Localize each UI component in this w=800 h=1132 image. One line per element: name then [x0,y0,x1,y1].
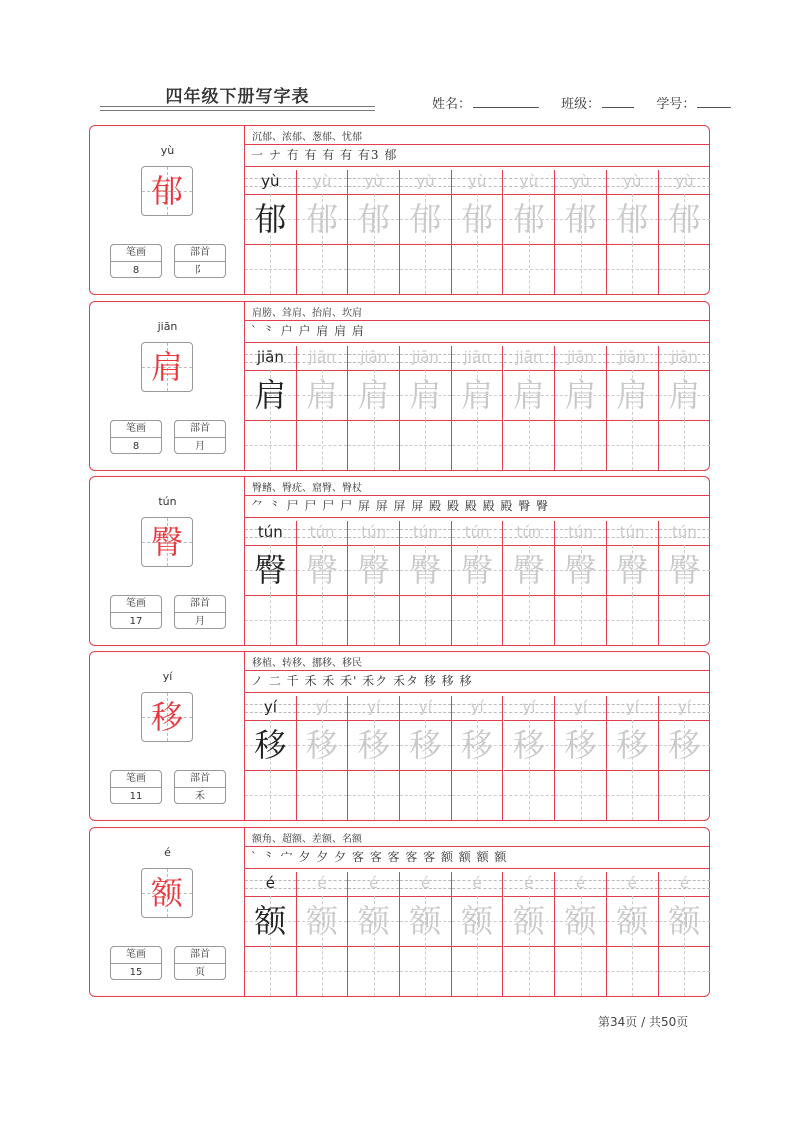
stroke-count-box [110,770,162,804]
pinyin-trace: tún [619,523,645,541]
pinyin-trace: yí [522,698,536,716]
example-words: 沉郁、浓郁、葱郁、忧郁 [252,132,362,143]
practice-cell[interactable] [607,170,659,294]
pinyin-trace: tún [361,523,387,541]
pinyin-trace: tún [412,523,438,541]
character-large: 移 [150,698,183,736]
character-large: 肩 [150,348,183,386]
practice-grid [245,521,709,645]
stroke-count-value: 8 [132,265,140,276]
character-trace: 臀 [564,551,597,589]
pinyin-trace: é [472,874,482,892]
stroke-count-label: 笔画 [111,771,161,788]
practice-cell[interactable] [400,346,452,470]
example-words: 肩膀、耸肩、抬肩、坎肩 [252,308,362,319]
pinyin-trace: é [317,874,327,892]
stroke-count-label: 笔画 [111,947,161,964]
character-trace: 肩 [306,376,339,414]
pinyin-trace: tún [516,523,542,541]
character-trace: 额 [461,902,494,940]
practice-cell[interactable] [452,696,504,820]
character-trace: 额 [512,902,545,940]
practice-panel [245,652,709,820]
character-card [89,301,710,471]
practice-cell[interactable] [555,872,607,996]
pinyin-trace: yù [467,172,487,190]
pinyin-example: jiān [256,348,284,366]
pinyin-trace: yù [312,172,332,190]
pinyin-trace: jiān [308,348,336,366]
practice-cell[interactable] [245,521,297,645]
character-trace: 臀 [409,551,442,589]
character-trace: 郁 [512,200,545,238]
practice-cell[interactable] [297,872,349,996]
character-box [141,342,193,392]
character-trace: 臀 [357,551,390,589]
character-trace: 郁 [357,200,390,238]
character-trace: 肩 [357,376,390,414]
page-title: 四年级下册写字表 [165,87,310,107]
character-large: 郁 [150,172,183,210]
character-pinyin: jiān [157,320,178,333]
character-trace: 额 [357,902,390,940]
pinyin-trace: é [524,874,534,892]
radical-box [174,595,226,629]
character-trace: 臀 [306,551,339,589]
practice-cell[interactable] [297,696,349,820]
practice-cell[interactable] [555,346,607,470]
character-trace: 郁 [409,200,442,238]
practice-cell[interactable] [400,872,452,996]
practice-cell[interactable] [400,521,452,645]
practice-cell[interactable] [555,521,607,645]
page-number: 第34页 / 共50页 [598,1015,689,1029]
practice-cell[interactable] [659,696,711,820]
radical-box [174,770,226,804]
practice-cell[interactable] [348,696,400,820]
practice-cell[interactable] [245,170,297,294]
pinyin-example: tún [257,523,283,541]
character-box [141,692,193,742]
practice-cell[interactable] [348,346,400,470]
character-card [89,827,710,997]
practice-cell[interactable] [348,170,400,294]
practice-cell[interactable] [607,696,659,820]
pinyin-trace: yù [571,172,590,190]
pinyin-trace: jiān [567,348,595,366]
stroke-count-label: 笔画 [111,245,161,262]
character-box [141,166,193,216]
stroke-order: ⺈ ⺀ 尸 尸 尸 尸 屏 屏 屏 屏 殿 殿 殿 殿 殿 臀 臀 [251,499,550,513]
practice-cell[interactable] [348,872,400,996]
practice-cell[interactable] [297,521,349,645]
radical-box [174,244,226,278]
pinyin-trace: yí [367,698,381,716]
radical-value: 月 [195,441,205,452]
character-trace: 肩 [409,376,442,414]
class-label: 班级： [561,97,601,112]
pinyin-trace: jiān [463,348,491,366]
pinyin-trace: jiān [411,348,439,366]
pinyin-example: yù [261,172,280,190]
practice-cell[interactable] [504,170,556,294]
practice-cell[interactable] [452,521,504,645]
character-trace: 移 [512,726,545,764]
character-large: 臀 [150,523,183,561]
stroke-order: ノ 二 千 禾 禾 禾' 禾ク 禾タ 移 移 移 [251,674,473,688]
practice-cell[interactable] [504,696,556,820]
character-trace: 额 [616,902,649,940]
practice-panel [245,828,709,996]
practice-cell[interactable] [504,872,556,996]
pinyin-trace: yí [418,698,432,716]
radical-label: 部首 [175,245,225,262]
character-trace: 移 [409,726,442,764]
stroke-count-value: 17 [129,616,143,627]
radical-label: 部首 [175,947,225,964]
practice-cell[interactable] [297,346,349,470]
stroke-count-box [110,946,162,980]
practice-cell[interactable] [245,346,297,470]
stroke-order: ` ⺀ 户 户 肩 肩 肩 [251,324,365,338]
pinyin-trace: yí [677,698,691,716]
character-pinyin: tún [158,495,177,508]
pinyin-trace: jiān [360,348,388,366]
character-trace: 额 [409,902,442,940]
practice-cell[interactable] [348,521,400,645]
character-example: 额 [254,902,287,940]
character-trace: 臀 [512,551,545,589]
practice-grid [245,872,709,996]
title-underline-1 [100,106,375,107]
character-example: 郁 [254,200,287,238]
pinyin-trace: jiān [618,348,646,366]
practice-cell[interactable] [555,170,607,294]
character-pinyin: yù [160,144,175,157]
practice-cell[interactable] [659,346,711,470]
stroke-count-box [110,420,162,454]
character-trace: 肩 [512,376,545,414]
character-info-panel [90,828,245,996]
practice-cell[interactable] [400,696,452,820]
practice-grid [245,696,709,820]
pinyin-trace: é [627,874,637,892]
practice-cell[interactable] [659,521,711,645]
radical-value: 月 [195,616,205,627]
practice-cell[interactable] [245,696,297,820]
radical-label: 部首 [175,421,225,438]
character-trace: 肩 [564,376,597,414]
practice-panel [245,477,709,645]
pinyin-trace: yí [574,698,588,716]
example-words: 臀鳍、臀疣、窟臀、臀杖 [252,483,362,494]
pinyin-trace: yí [315,698,329,716]
character-trace: 郁 [668,200,701,238]
practice-cell[interactable] [555,696,607,820]
character-info-panel [90,126,245,294]
character-trace: 郁 [564,200,597,238]
character-trace: 臀 [668,551,701,589]
character-trace: 移 [668,726,701,764]
stroke-count-label: 笔画 [111,596,161,613]
pinyin-trace: yí [470,698,484,716]
practice-cell[interactable] [504,521,556,645]
character-trace: 移 [616,726,649,764]
character-trace: 郁 [616,200,649,238]
pinyin-trace: yí [625,698,639,716]
stroke-count-box [110,595,162,629]
character-box [141,517,193,567]
radical-label: 部首 [175,596,225,613]
practice-grid [245,346,709,470]
practice-cell[interactable] [659,170,711,294]
pinyin-trace: yù [675,172,694,190]
pinyin-trace: yù [623,172,642,190]
pinyin-trace: tún [568,523,593,541]
character-example: 移 [254,726,287,764]
character-pinyin: é [164,846,171,859]
stroke-count-value: 15 [129,967,143,978]
character-example: 肩 [254,376,287,414]
pinyin-trace: tún [671,523,697,541]
character-card [89,476,710,646]
character-trace: 郁 [461,200,494,238]
practice-panel [245,302,709,470]
practice-cell[interactable] [452,346,504,470]
radical-value: 禾 [195,791,205,802]
practice-panel [245,126,709,294]
example-words: 额角、超额、差额、名额 [252,834,362,845]
practice-cell[interactable] [452,872,504,996]
pinyin-trace: jiān [670,348,698,366]
character-trace: 额 [668,902,701,940]
character-example: 臀 [254,551,287,589]
stroke-count-value: 8 [132,441,140,452]
character-info-panel [90,477,245,645]
pinyin-trace: tún [309,523,335,541]
pinyin-trace: é [679,874,690,892]
class-field[interactable] [602,95,634,108]
pinyin-trace: yù [416,172,435,190]
stroke-count-value: 11 [129,791,143,802]
character-trace: 肩 [461,376,494,414]
stroke-order: ` ⺀ 宀 夕 夕 夕 客 客 客 客 客 额 额 额 额 [251,850,508,864]
practice-cell[interactable] [607,346,659,470]
practice-cell[interactable] [297,170,349,294]
radical-box [174,946,226,980]
radical-value: 页 [195,967,205,978]
practice-cell[interactable] [452,170,504,294]
character-trace: 臀 [461,551,494,589]
character-trace: 移 [357,726,390,764]
pinyin-example: yí [263,698,277,716]
pinyin-trace: é [369,874,379,892]
character-card [89,651,710,821]
pinyin-trace: jiān [515,348,543,366]
character-trace: 移 [564,726,597,764]
character-trace: 臀 [616,551,649,589]
character-trace: 肩 [616,376,649,414]
character-large: 额 [150,874,183,912]
practice-cell[interactable] [400,170,452,294]
radical-box [174,420,226,454]
character-info-panel [90,652,245,820]
title-underline-2 [100,110,375,111]
character-trace: 移 [306,726,339,764]
pinyin-trace: tún [464,523,490,541]
practice-cell[interactable] [504,346,556,470]
stroke-count-label: 笔画 [111,421,161,438]
character-pinyin: yí [162,670,173,683]
stroke-order: 一 ナ 冇 有 有 有 有3 郁 [251,148,398,162]
number-label: 学号： [656,97,696,112]
character-trace: 额 [306,902,339,940]
pinyin-trace: é [420,874,431,892]
character-trace: 郁 [306,200,339,238]
name-label: 姓名： [432,97,472,112]
pinyin-trace: é [575,874,586,892]
name-field[interactable] [473,95,539,108]
practice-grid [245,170,709,294]
stroke-count-box [110,244,162,278]
character-trace: 移 [461,726,494,764]
radical-label: 部首 [175,771,225,788]
character-trace: 额 [564,902,597,940]
character-info-panel [90,302,245,470]
student-fields [432,93,731,112]
character-trace: 肩 [668,376,701,414]
practice-cell[interactable] [607,521,659,645]
character-card [89,125,710,295]
example-words: 移植、转移、挪移、移民 [252,658,362,669]
practice-cell[interactable] [607,872,659,996]
number-field[interactable] [697,95,731,108]
pinyin-example: é [265,874,275,892]
pinyin-trace: yù [519,172,539,190]
character-box [141,868,193,918]
radical-value: 阝 [195,265,205,276]
practice-cell[interactable] [245,872,297,996]
pinyin-trace: yù [364,172,383,190]
practice-cell[interactable] [659,872,711,996]
